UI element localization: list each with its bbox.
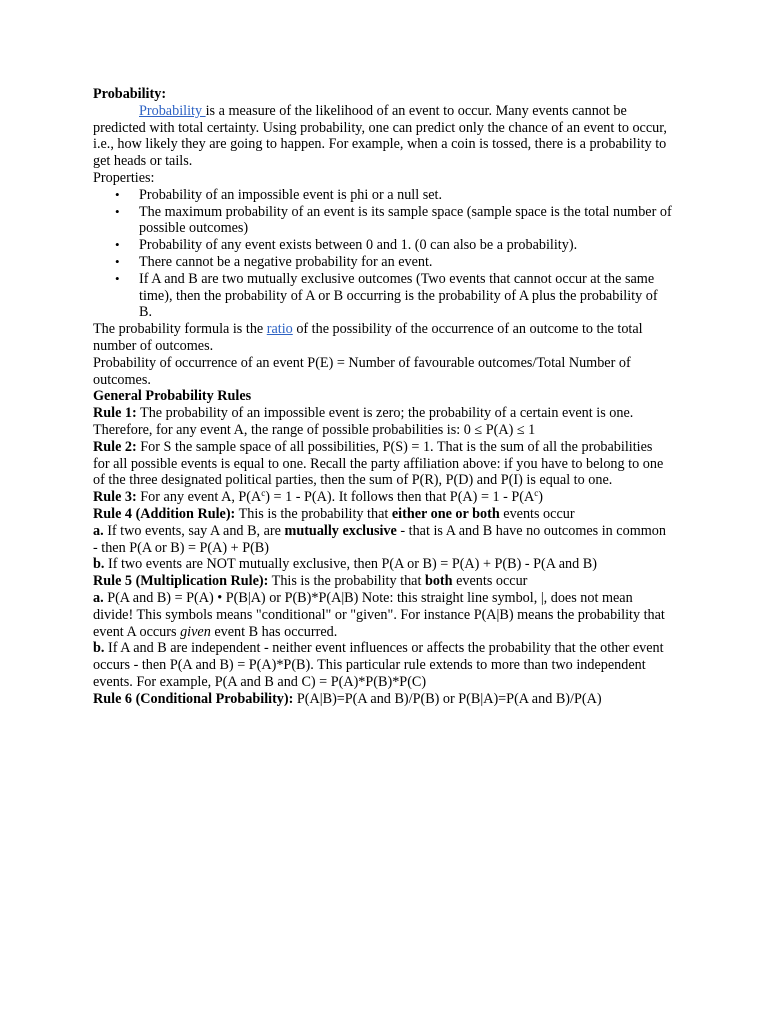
occurrence-paragraph: Probability of occurrence of an event P(E) = Number of favourable outcomes/Total Number of outcomes. bbox=[93, 354, 631, 388]
rule-5: Rule 5 (Multiplication Rule): This is the probability that both events occur bbox=[93, 573, 528, 590]
properties-label: Properties: bbox=[93, 169, 155, 186]
list-item: • If A and B are two mutually exclusive outcomes (Two events that cannot occur at the same time), then the probability of A or B occurring is the probability of A plus the probability of B. bbox=[139, 271, 672, 321]
page-title: Probability: bbox=[93, 86, 167, 102]
rule-4: Rule 4 (Addition Rule): This is the probability that either one or both events occur bbox=[93, 505, 575, 522]
rule-1: Rule 1: The probability of an impossible event is zero; the probability of a certain event is one. Therefore, for any event A, the range of possible probabilities is: 0 ≤ P(A) ≤ 1 bbox=[93, 405, 634, 438]
rule-4a: a. If two events, say A and B, are mutually exclusive - that is A and B have no outcomes in common - then P(A or B) = P(A) + P(B) bbox=[93, 522, 666, 556]
rules-heading: General Probability Rules bbox=[93, 388, 252, 405]
rule-5b: b. If A and B are independent - neither event influences or affects the probability that the other event occurs - then P(A and B) = P(A)*P(B). This particular rule extends to more than two independent events. For example, P(A and B and C) = P(A)*P(B)*P(C) bbox=[93, 640, 664, 690]
rule-5a: a. P(A and B) = P(A) • P(B|A) or P(B)*P(A|B) Note: this straight line symbol, |, does not mean divide! This symbols means "conditional" or "given". For instance P(A|B) means the probability that event A occurs given event B has occurred. bbox=[93, 589, 665, 640]
list-item: • The maximum probability of an event is its sample space (sample space is the total number of possible outcomes) bbox=[139, 204, 672, 238]
list-item: • There cannot be a negative probability for an event. bbox=[139, 254, 672, 271]
intro-paragraph: Probability is a measure of the likelihood of an event to occur. Many events cannot be predicted with total certainty. Using probability, one can predict only the chance of an event to occur, i.e., how likely they are going to happen. For example, when a coin is tossed, there is a probability to get heads or tails. bbox=[93, 102, 667, 170]
rule-4b: b. If two events are NOT mutually exclusive, then P(A or B) = P(A) + P(B) - P(A and B) bbox=[93, 556, 597, 573]
list-item: • Probability of any event exists between 0 and 1. (0 can also be a probability). bbox=[139, 237, 672, 254]
list-item: • Probability of an impossible event is phi or a null set. bbox=[139, 187, 672, 204]
formula-paragraph: The probability formula is the ratio of the possibility of the occurrence of an outcome to the total number of outcomes. bbox=[93, 321, 643, 354]
ratio-link[interactable]: ratio bbox=[266, 321, 293, 338]
rule-2: Rule 2: For S the sample space of all possibilities, P(S) = 1. That is the sum of all the probabilities for all possible events is equal to one. Recall the party affiliation above: if you have to belong to one of the three designated political parties, then the sum of P(R), P(D) and P(I) is equal to one. bbox=[93, 438, 664, 489]
probability-link[interactable]: Probability bbox=[139, 102, 206, 119]
properties-list bbox=[93, 187, 672, 321]
rule-3: Rule 3: For any event A, $P(A^c) = 1 - P(A)$. It follows then that $P(A) = 1 - P(A^c)$ bbox=[93, 488, 543, 506]
rule-6: Rule 6 (Conditional Probability): P(A|B)=P(A and B)/P(B) or P(B|A)=P(A and B)/P(A) bbox=[93, 690, 602, 707]
